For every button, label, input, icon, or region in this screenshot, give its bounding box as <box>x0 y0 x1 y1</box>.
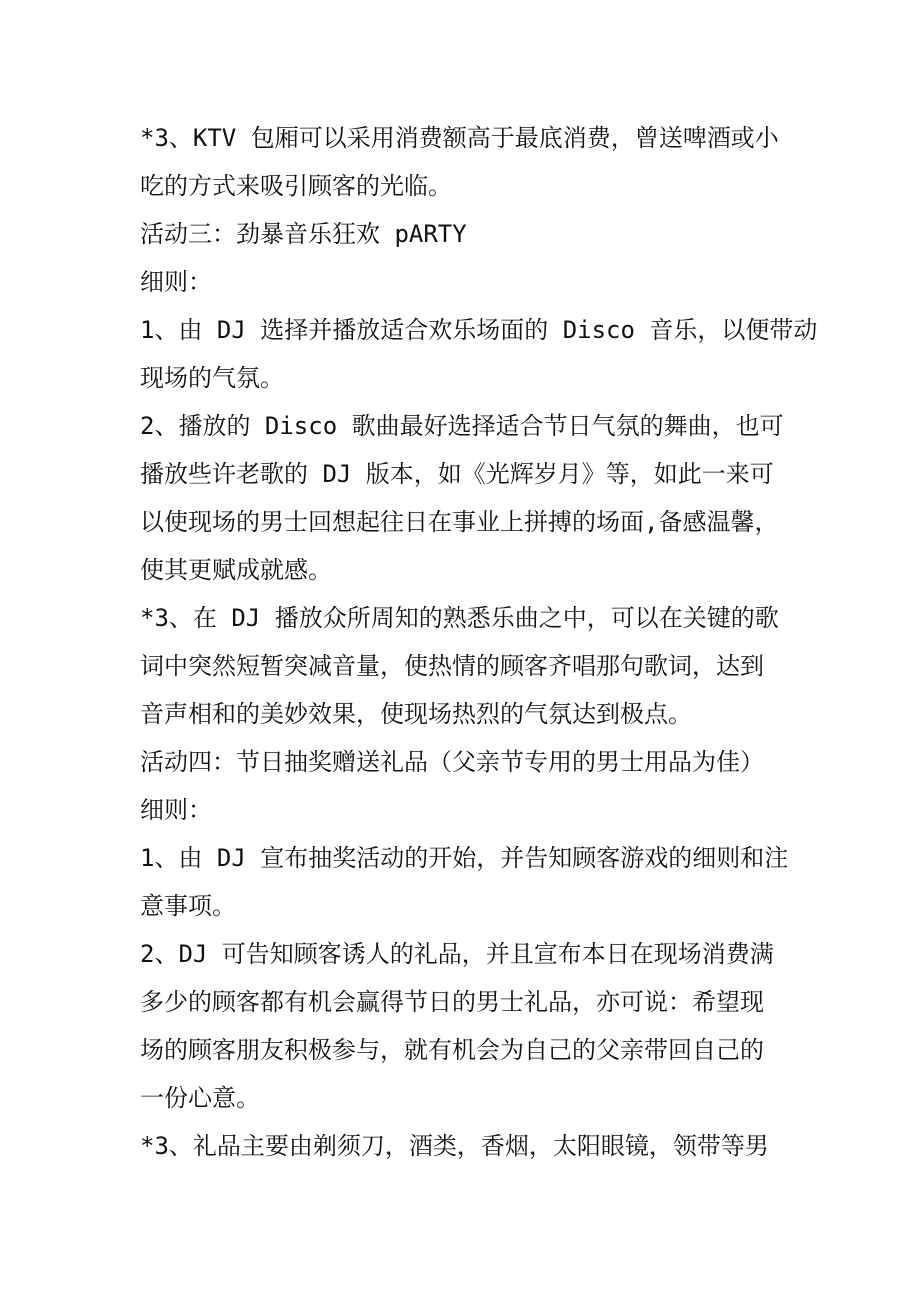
text-line: 音声相和的美妙效果，使现场热烈的气氛达到极点。 <box>140 700 692 728</box>
text-line: 播放些许老歌的 DJ 版本，如《光辉岁月》等，如此一来可 <box>140 460 774 488</box>
document-body <box>140 114 818 1170</box>
text-line: 2、播放的 Disco 歌曲最好选择适合节日气氛的舞曲，也可 <box>140 412 784 440</box>
text-line: 现场的气氛。 <box>140 364 284 392</box>
text-line: 词中突然短暂突减音量，使热情的顾客齐唱那句歌词，达到 <box>140 652 764 680</box>
text-line: 细则： <box>140 268 212 296</box>
text-line: 多少的顾客都有机会赢得节日的男士礼品，亦可说：希望现 <box>140 988 764 1016</box>
text-line: 1、由 DJ 选择并播放适合欢乐场面的 Disco 音乐，以便带动 <box>140 316 818 344</box>
text-line: *3、在 DJ 播放众所周知的熟悉乐曲之中，可以在关键的歌 <box>140 604 779 632</box>
text-line: *3、礼品主要由剃须刀，酒类，香烟，太阳眼镜，领带等男 <box>140 1132 769 1160</box>
text-line: 场的顾客朋友积极参与，就有机会为自己的父亲带回自己的 <box>140 1036 764 1064</box>
text-line: 意事项。 <box>140 892 236 920</box>
text-line: 以使现场的男士回想起往日在事业上拼搏的场面,备感温馨， <box>140 508 779 536</box>
text-line: 1、由 DJ 宣布抽奖活动的开始，并告知顾客游戏的细则和注 <box>140 844 789 872</box>
text-line: 使其更赋成就感。 <box>140 556 332 584</box>
text-line: *3、KTV 包厢可以采用消费额高于最底消费，曾送啤酒或小 <box>140 124 779 152</box>
text-line: 吃的方式来吸引顾客的光临。 <box>140 172 452 200</box>
text-line: 2、DJ 可告知顾客诱人的礼品，并且宣布本日在现场消费满 <box>140 940 774 968</box>
section-heading: 活动三：劲暴音乐狂欢 pARTY <box>140 220 467 248</box>
section-heading: 活动四：节日抽奖赠送礼品（父亲节专用的男士用品为佳） <box>140 748 764 776</box>
text-line: 细则： <box>140 796 212 824</box>
text-line: 一份心意。 <box>140 1084 260 1112</box>
